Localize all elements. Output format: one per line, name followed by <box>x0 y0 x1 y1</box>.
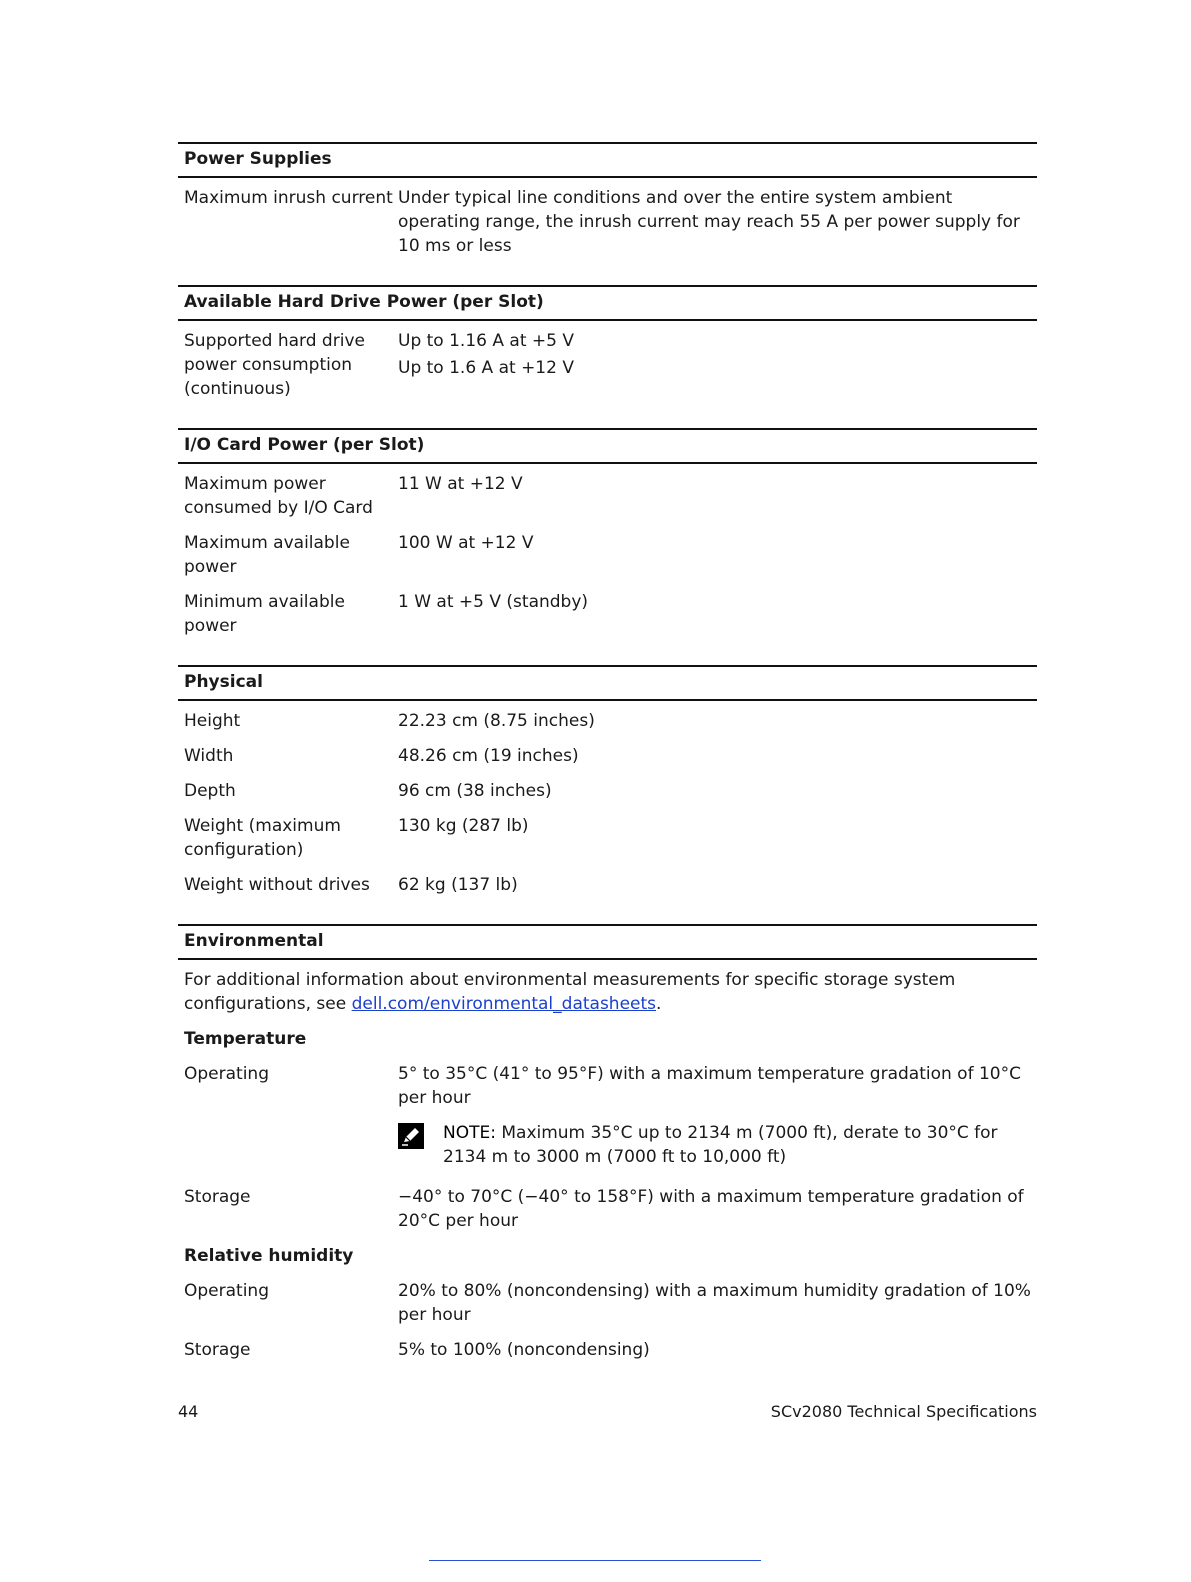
document-title: SCv2080 Technical Specifications <box>770 1402 1037 1421</box>
spec-label: Height <box>184 711 241 731</box>
bottom-rule <box>429 1560 761 1561</box>
note-text <box>443 1121 1031 1169</box>
spec-row <box>178 590 1037 638</box>
section-heading: Physical <box>178 665 1037 701</box>
spec-value: Under typical line conditions and over the entire system ambient operating range, the inrush current may reach 55 A per power supply for 10 ms or less <box>398 188 1020 256</box>
spec-row <box>178 329 1037 401</box>
spec-row <box>178 531 1037 579</box>
spec-value: 62 kg (137 lb) <box>398 875 518 895</box>
spec-row <box>178 779 1037 803</box>
page-number: 44 <box>178 1402 199 1421</box>
spec-value: 11 W at +12 V <box>398 474 523 494</box>
spec-value: 96 cm (38 inches) <box>398 781 552 801</box>
spec-label: Operating <box>184 1064 269 1084</box>
spec-label: Storage <box>184 1187 251 1207</box>
spec-label: Minimum available power <box>184 592 345 636</box>
section-io-card-power <box>178 428 1037 638</box>
spec-value <box>398 1062 1031 1169</box>
spec-label: Operating <box>184 1281 269 1301</box>
spec-label: Maximum available power <box>184 533 350 577</box>
note-pencil-icon <box>398 1121 443 1169</box>
humidity-heading: Relative humidity <box>184 1246 354 1266</box>
spec-value: 20% to 80% (noncondensing) with a maximum humidity gradation of 10% per hour <box>398 1281 1031 1325</box>
note-block <box>398 1121 1031 1169</box>
intro-text-end: . <box>656 994 662 1014</box>
spec-row <box>178 186 1037 258</box>
section-heading: I/O Card Power (per Slot) <box>178 428 1037 464</box>
spec-row <box>178 1338 1037 1362</box>
section-physical <box>178 665 1037 897</box>
spec-label: Width <box>184 746 234 766</box>
datasheets-link[interactable]: dell.com/environmental_datasheets <box>351 994 657 1014</box>
spec-row <box>178 744 1037 768</box>
section-heading: Available Hard Drive Power (per Slot) <box>178 285 1037 321</box>
section-heading: Environmental <box>178 924 1037 960</box>
spec-row <box>178 814 1037 862</box>
spec-value: 22.23 cm (8.75 inches) <box>398 711 595 731</box>
section-environmental <box>178 924 1037 1362</box>
spec-label: Supported hard drive power consumption (continuous) <box>184 331 365 399</box>
spec-label: Depth <box>184 781 236 801</box>
temperature-heading: Temperature <box>184 1029 307 1049</box>
spec-row <box>178 709 1037 733</box>
environmental-intro <box>178 968 1037 1016</box>
note-body: Maximum 35°C up to 2134 m (7000 ft), derate to 30°C for 2134 m to 3000 m (7000 ft to 10,000 ft) <box>443 1123 998 1167</box>
note-label: NOTE: <box>443 1123 496 1143</box>
spec-value: 48.26 cm (19 inches) <box>398 746 579 766</box>
spec-row <box>178 472 1037 520</box>
spec-value-line: Up to 1.6 A at +12 V <box>398 358 574 378</box>
section-power-supplies <box>178 142 1037 258</box>
spec-row <box>178 1279 1037 1327</box>
spec-label: Maximum inrush current <box>184 188 393 208</box>
spec-label: Maximum power consumed by I/O Card <box>184 474 373 518</box>
spec-value-line: Up to 1.16 A at +5 V <box>398 331 574 351</box>
page-footer <box>178 1400 1037 1424</box>
spec-value: −40° to 70°C (−40° to 158°F) with a maximum temperature gradation of 20°C per hour <box>398 1187 1024 1231</box>
spec-value: 5% to 100% (noncondensing) <box>398 1340 650 1360</box>
spec-content <box>178 142 1037 1389</box>
spec-value: 130 kg (287 lb) <box>398 816 529 836</box>
spec-label: Storage <box>184 1340 251 1360</box>
section-heading: Power Supplies <box>178 142 1037 178</box>
spec-label: Weight without drives <box>184 875 370 895</box>
spec-value: 100 W at +12 V <box>398 533 534 553</box>
spec-row <box>178 873 1037 897</box>
section-hard-drive-power <box>178 285 1037 401</box>
spec-row <box>178 1062 1037 1169</box>
spec-value: 1 W at +5 V (standby) <box>398 592 589 612</box>
spec-value <box>398 329 1031 401</box>
spec-row <box>178 1185 1037 1233</box>
temperature-operating-value: 5° to 35°C (41° to 95°F) with a maximum temperature gradation of 10°C per hour <box>398 1064 1021 1108</box>
intro-text: For additional information about environmental measurements for specific storage system configurations, see <box>184 970 956 1014</box>
spec-label: Weight (maximum configuration) <box>184 816 341 860</box>
